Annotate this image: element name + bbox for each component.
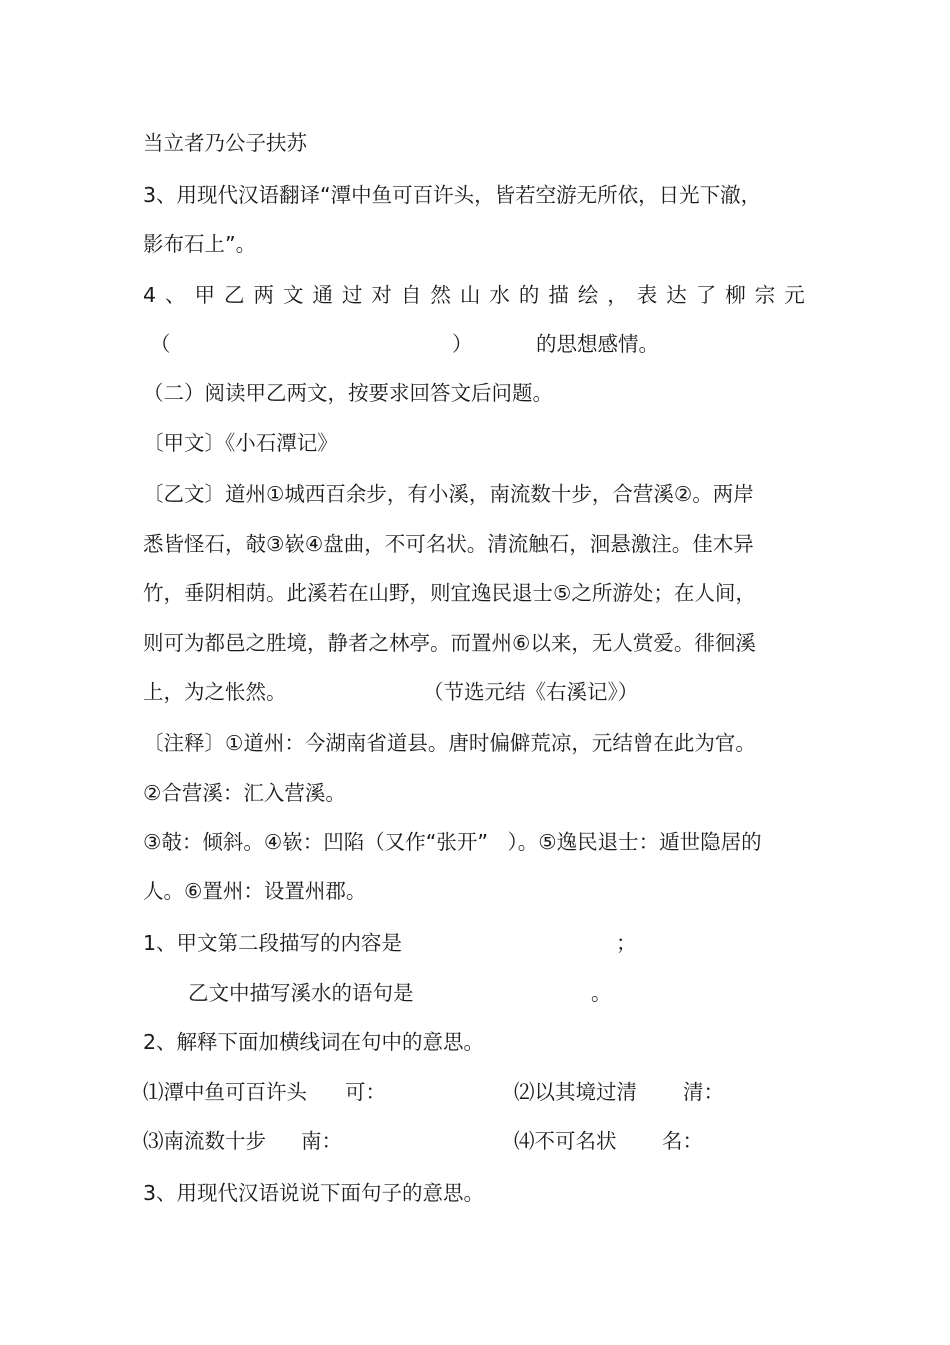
question-2-item-4-label: 名：	[662, 1129, 703, 1153]
text-b-line: 则可为都邑之胜境，静者之林亭。而置州⑥以来，无人赏爱。徘徊溪	[143, 631, 756, 655]
blank-open-paren: （	[150, 332, 171, 356]
question-4: 4 、 甲 乙 两 文 通 过 对 自 然 山 水 的 描 绘 ， 表 达 了 柳 宗 元	[143, 283, 805, 307]
notes-line: ②合营溪：汇入营溪。	[143, 781, 346, 805]
question-1-semicolon: ；	[616, 931, 637, 955]
blank-close-paren: ）	[452, 332, 473, 356]
text-a-title: 〔甲文〕《小石潭记》	[143, 431, 338, 455]
question-3-translate: 3、用现代汉语翻译“潭中鱼可百许头，皆若空游无所依，日光下澈，	[143, 183, 762, 207]
text-b-source: （节选元结《右溪记》）	[423, 680, 639, 704]
answer-line: 当立者乃公子扶苏	[143, 131, 307, 155]
question-2-item-1-label: 可：	[345, 1080, 386, 1104]
section-2-heading: （二）阅读甲乙两文，按要求回答文后问题。	[143, 381, 553, 405]
question-2-item-2-label: 清：	[683, 1080, 724, 1104]
notes-line: 人。⑥置州：设置州郡。	[143, 879, 367, 903]
question-2-item-1: ⑴潭中鱼可百许头	[143, 1080, 307, 1104]
question-2: 2、解释下面加横线词在句中的意思。	[143, 1030, 485, 1054]
text-b-line: 上，为之怅然。	[143, 680, 287, 704]
question-1-period: 。	[591, 981, 612, 1005]
question-3-continued: 影布石上”。	[143, 232, 257, 256]
notes-line: ③攲：倾斜。④嵚：凹陷（又作“张开” ）。⑤逸民退士：遁世隐居的	[143, 830, 762, 854]
question-2-item-2: ⑵以其境过清	[514, 1080, 637, 1104]
question-2-item-3-label: 南：	[301, 1129, 342, 1153]
question-4-tail: 的思想感情。	[536, 332, 659, 356]
text-b-line: 悉皆怪石，攲③嵚④盘曲，不可名状。清流触石，洄悬激注。佳木异	[143, 532, 754, 556]
text-b-line: 竹，垂阴相荫。此溪若在山野，则宜逸民退士⑤之所游处；在人间，	[143, 581, 756, 605]
question-1-part-2: 乙文中描写溪水的语句是	[188, 981, 414, 1005]
question-3: 3、用现代汉语说说下面句子的意思。	[143, 1181, 485, 1205]
question-1: 1、甲文第二段描写的内容是	[143, 931, 403, 955]
question-2-item-4: ⑷不可名状	[514, 1129, 617, 1153]
text-b-line: 〔乙文〕道州①城西百余步，有小溪，南流数十步，合营溪②。两岸	[143, 482, 754, 506]
notes-line: 〔注释〕①道州：今湖南省道县。唐时偏僻荒凉，元结曾在此为官。	[143, 731, 756, 755]
question-2-item-3: ⑶南流数十步	[143, 1129, 266, 1153]
